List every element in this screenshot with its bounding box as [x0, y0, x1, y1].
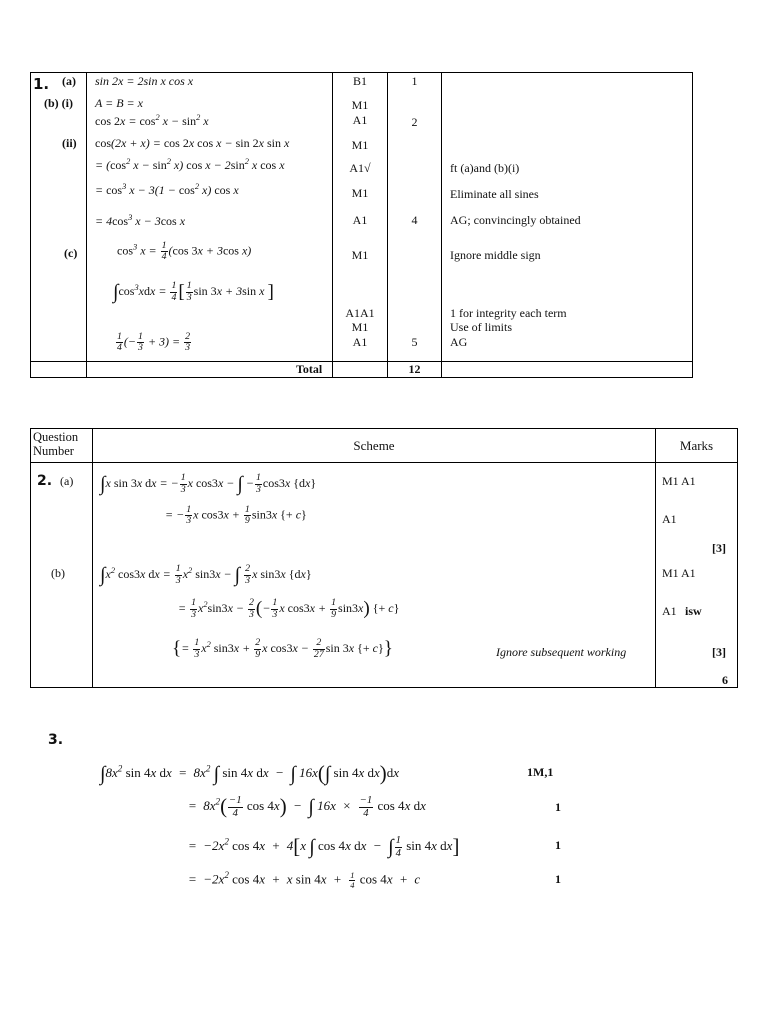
q1-score: 5	[411, 335, 418, 349]
q1-part-c: (c)	[64, 246, 78, 260]
q2-border-top	[30, 428, 738, 429]
q2-header-marks: Marks	[679, 438, 714, 453]
q1-math-8: $\cos^3 x$ = $\frac{1}{4}$ (cos 3x + 3cos x)	[117, 240, 252, 263]
q2-math-4: = $\frac{1}{3}$ $x^2\sin 3x$ − $\frac{2}{3}$ (− $\frac{1}{3}$ x cos3x + $\frac{1}{9}$ sin3x) {+ c}	[178, 597, 400, 620]
q1-comment: 1 for integrity each term	[450, 306, 567, 320]
q1-comment: AG; convincingly obtained	[450, 213, 581, 227]
q3-mark: 1	[555, 800, 561, 814]
q1-score: 2	[411, 115, 418, 129]
q2-math-3: $\int x^2$ cos3x dx = $\frac{1}{3}$ $x^2$ sin3x − ∫ $\frac{2}{3}$ x sin3x {dx}	[100, 563, 312, 586]
q2-header-scheme: Scheme	[353, 438, 395, 453]
q1-mark: M1	[351, 320, 369, 334]
q2-mark-b1: M1 A1	[662, 566, 696, 580]
q2-mark-a1: M1 A1	[662, 474, 696, 488]
q1-math-4: cos(2x + x) = cos 2x cos x − sin 2x sin x	[95, 136, 290, 150]
q2-mark-b-total: [3]	[712, 645, 726, 659]
q2-math-5: {= $\frac{1}{3}$ $x^2$ sin3x + $\frac{2}{9}$ x cos3x − $\frac{2}{27}$ sin 3x {+ c}}	[172, 637, 393, 660]
q1-mark: M1	[351, 186, 369, 200]
q3-mark: 1M,1	[527, 765, 554, 779]
q3-math-2: = $8x^2$( $\frac{-1}{4}$ cos 4x) − ∫ 16x × $\frac{-1}{4}$ cos 4x dx	[188, 795, 426, 819]
q2-grand-total: 6	[722, 673, 728, 687]
q1-math-6: = $\cos^3 x - 3(1 - \cos^2 x)$ cos x	[95, 182, 239, 197]
q1-math-5: = ($\cos^2$ $x - \sin^2 x$) $\cos x - 2\sin^2$ x cos x	[95, 157, 285, 172]
q2-math-2: = − $\frac{1}{3}$ x cos3x + $\frac{1}{9}$ sin3x {+ c}	[165, 504, 307, 527]
q1-comment: Ignore middle sign	[450, 248, 541, 262]
q1-mark: B1	[352, 74, 367, 88]
q1-border-top	[30, 72, 693, 73]
q3-math-4: = $-2x^2$ cos 4x + x sin 4x + $\frac{1}{4}$ cos 4x + c	[188, 869, 421, 890]
q2-part-b: (b)	[51, 566, 65, 580]
q1-math-1: sin 2x = 2sin x cos x	[95, 74, 194, 88]
q1-part-a: (a)	[62, 74, 76, 88]
q1-math-10: $\frac{1}{4}$ (− $\frac{1}{3}$ + 3) = $\frac{2}{3}$	[117, 331, 191, 354]
q3-math-1: $\int 8x^2$ sin 4x dx = $8x^2$ ∫ sin 4x dx − ∫ 16x(∫ sin 4x dx)dx	[100, 762, 399, 786]
q1-mark: A1	[352, 113, 368, 127]
q1-mark: A1√	[349, 161, 371, 175]
q1-part-b-i: (b) (i)	[44, 96, 73, 110]
q1-math-3: $\cos 2x = \cos^2 x - \sin^2 x$	[95, 113, 209, 128]
q3-mark: 1	[555, 872, 561, 886]
q3-mark: 1	[555, 838, 561, 852]
q1-total-label: Total	[296, 362, 323, 376]
q3-number: 3.	[48, 732, 64, 748]
q2-border-right	[737, 428, 738, 688]
q1-border-bottom	[30, 377, 693, 378]
q1-mark: A1	[352, 335, 368, 349]
q1-mark: M1	[351, 98, 369, 112]
q1-math-7: = $4\cos^3$ x − 3cos x	[95, 213, 186, 228]
q2-header-line	[30, 462, 738, 463]
q2-border-left	[30, 428, 31, 688]
q2-mark-a2: A1	[662, 512, 677, 526]
q2-note: Ignore subsequent working	[496, 645, 627, 659]
q2-divider	[92, 428, 93, 688]
q1-mark: M1	[351, 248, 369, 262]
q1-part-b-ii: (ii)	[62, 136, 77, 150]
q2-mark-a-total: [3]	[712, 541, 726, 555]
q2-border-bottom	[30, 687, 738, 688]
q2-header-question: Question Number	[33, 430, 79, 458]
q2-mark-isw: isw	[685, 604, 702, 618]
q3-math-3: = $-2x^2$ cos 4x + 4[x ∫ cos 4x dx − ∫ $\frac{1}{4}$ sin 4x dx]	[188, 835, 460, 859]
q1-mark: M1	[351, 138, 369, 152]
q1-total-value: 12	[408, 362, 421, 376]
q1-comment: ft (a)and (b)(i)	[450, 161, 520, 175]
q1-comment: AG	[450, 335, 468, 349]
q1-math-2: A = B = x	[95, 96, 143, 110]
q1-comment: Use of limits	[450, 320, 512, 334]
q1-score: 1	[411, 74, 418, 88]
q1-score: 4	[411, 213, 418, 227]
q2-mark-b2: A1	[662, 604, 677, 618]
q1-number: 1.	[33, 75, 50, 93]
q1-comment: Eliminate all sines	[450, 187, 539, 201]
q2-math-1: ∫x sin 3x dx = − $\frac{1}{3}$ x cos3x − ∫ − $\frac{1}{3}$ cos3x {dx}	[100, 472, 317, 495]
q2-number: 2.	[37, 473, 53, 489]
q1-mark: A1	[352, 213, 368, 227]
q1-mark: A1A1	[345, 306, 375, 320]
q1-total-line	[30, 361, 693, 362]
q1-divider	[441, 72, 442, 378]
q1-divider	[86, 72, 87, 378]
q2-part-a: (a)	[60, 474, 74, 488]
q1-math-9: $\int\cos^3xdx$ = $\frac{1}{4}$ [ $\frac{1}{3}$ sin 3x + 3sin x ]	[113, 280, 274, 303]
q1-border-right	[692, 72, 693, 378]
q1-border-left	[30, 72, 31, 378]
q2-divider	[655, 428, 656, 688]
